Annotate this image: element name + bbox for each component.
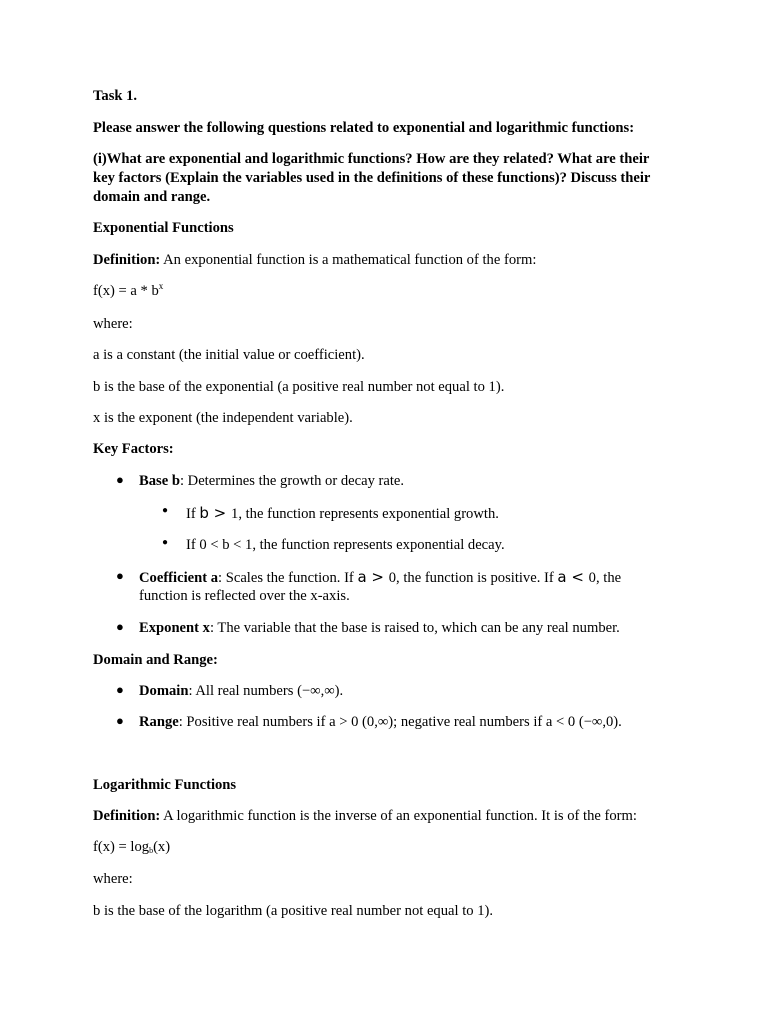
- list-item-base: [139, 472, 404, 490]
- growth-math: b >: [199, 504, 232, 522]
- question-text: (i)What are exponential and logarithmic functions? How are they related? What are their key factors (Explain the variables used in the definitions of these functions)? Discuss their domain and range.: [93, 151, 651, 205]
- bullet-icon: ●: [162, 537, 169, 548]
- list-item-range: [139, 713, 622, 731]
- coef-label: Coefficient a: [139, 570, 219, 586]
- bullet-icon: ●: [116, 713, 124, 728]
- coef-text1: : Scales the function. If: [218, 570, 358, 586]
- log-where-label: where:: [93, 871, 133, 887]
- range-label: Range: [139, 714, 179, 730]
- growth-prefix: If: [186, 506, 200, 522]
- list-item-domain: [139, 682, 343, 700]
- exp-text: : The variable that the base is raised to, which can be any real number.: [209, 620, 620, 636]
- growth-text: 1, the function represents exponential growth.: [231, 506, 499, 522]
- bullet-icon: ●: [116, 682, 124, 697]
- instruction: Please answer the following questions related to exponential and logarithmic functions:: [93, 120, 635, 136]
- coef-math2: a <: [557, 568, 589, 586]
- log-formula-base: b: [149, 846, 154, 855]
- list-item-growth: [186, 504, 499, 523]
- list-item-coefficient: [139, 568, 621, 587]
- log-formula-main: f(x) = log: [93, 839, 150, 855]
- var-a: a is a constant (the initial value or coefficient).: [93, 347, 365, 363]
- base-text: : Determines the growth or decay rate.: [179, 473, 405, 489]
- coef-text3: 0, the: [588, 570, 622, 586]
- exp-label: Exponent x: [139, 620, 210, 636]
- exponential-formula: [93, 282, 163, 300]
- coef-math1: a >: [357, 568, 389, 586]
- formula-exponent: x: [158, 281, 164, 291]
- bullet-icon: ●: [116, 472, 124, 487]
- log-definition-label: Definition:: [93, 808, 161, 824]
- domain-text: : All real numbers (−∞,∞).: [188, 683, 344, 699]
- bullet-icon: ●: [162, 505, 169, 516]
- domain-label: Domain: [139, 683, 189, 699]
- logarithmic-formula: [93, 838, 170, 856]
- logarithmic-heading: Logarithmic Functions: [93, 777, 237, 793]
- domain-range-heading: Domain and Range:: [93, 652, 218, 668]
- where-label: where:: [93, 316, 133, 332]
- log-definition-text: A logarithmic function is the inverse of an exponential function. It is of the form:: [160, 808, 637, 824]
- key-factors-heading: Key Factors:: [93, 441, 174, 457]
- coef-text2: 0, the function is positive. If: [388, 570, 558, 586]
- bullet-icon: ●: [116, 568, 124, 583]
- task-title: Task 1.: [93, 88, 138, 104]
- exponential-heading: Exponential Functions: [93, 220, 234, 236]
- definition-label: Definition:: [93, 252, 161, 268]
- formula-main: f(x) = a * b: [93, 283, 159, 299]
- base-label: Base b: [139, 473, 180, 489]
- var-x: x is the exponent (the independent variable).: [93, 410, 353, 426]
- definition-text: An exponential function is a mathematical function of the form:: [160, 252, 537, 268]
- coef-continuation: function is reflected over the x-axis.: [139, 588, 350, 604]
- logarithmic-definition: [93, 807, 637, 825]
- list-item-decay: If 0 < b < 1, the function represents exponential decay.: [186, 537, 505, 553]
- var-b: b is the base of the exponential (a positive real number not equal to 1).: [93, 379, 505, 395]
- log-var-b: b is the base of the logarithm (a positive real number not equal to 1).: [93, 903, 494, 919]
- log-formula-end: (x): [153, 839, 171, 855]
- exponential-definition: [93, 251, 536, 269]
- list-item-exponent: [139, 619, 620, 637]
- bullet-icon: ●: [116, 619, 124, 634]
- range-text: : Positive real numbers if a > 0 (0,∞); negative real numbers if a < 0 (−∞,0).: [178, 714, 622, 730]
